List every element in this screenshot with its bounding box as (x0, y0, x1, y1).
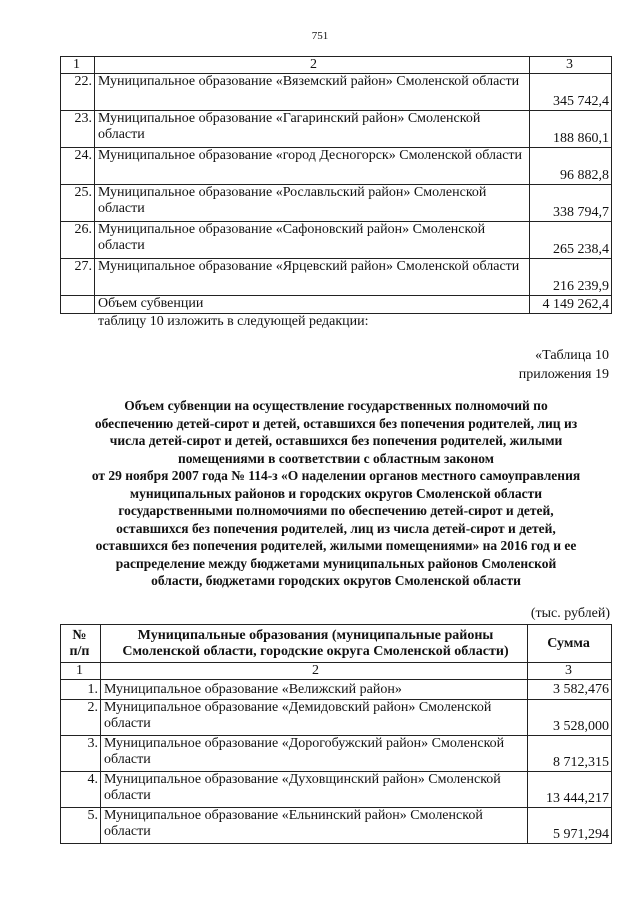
title-line: распределение между бюджетами муниципальных районов Смоленской (115, 555, 557, 571)
municipality-name: Муниципальное образование «Ярцевский район» Смоленской области (94, 259, 529, 296)
row-number: 27. (61, 259, 95, 296)
total-amount: 4 149 262,4 (530, 296, 612, 314)
subsidy-amount: 96 882,8 (530, 148, 612, 185)
row-number: 2. (61, 700, 101, 736)
page-number: 751 (311, 30, 329, 42)
table-row (61, 700, 612, 736)
municipality-name: Муниципальное образование «Рославльский район» Смоленской области (94, 185, 529, 222)
table-row (61, 74, 612, 111)
row-number: 22. (61, 74, 95, 111)
table-row (61, 111, 612, 148)
title-line: оставшихся без попечения родителей, лиц из числа детей-сирот и детей, (116, 520, 556, 536)
header-municipality-line: Смоленской области, городские округа Смоленской области) (122, 643, 509, 659)
row-number: 1. (61, 680, 101, 700)
title-line: помещениями в соответствии с областным законом (178, 450, 494, 466)
amendment-instruction: таблицу 10 изложить в следующей редакции: (98, 314, 369, 329)
subsidy-amount: 8 712,315 (528, 736, 612, 772)
municipality-name: Муниципальное образование «Вяземский район» Смоленской области (94, 74, 529, 111)
table-row (61, 680, 612, 700)
municipality-name: Муниципальное образование «город Десногорск» Смоленской области (94, 148, 529, 185)
row-number: 23. (61, 111, 95, 148)
column-number-3: 3 (530, 57, 612, 74)
subsidy-amount: 338 794,7 (530, 185, 612, 222)
subsidy-amount: 188 860,1 (530, 111, 612, 148)
table-header-row (61, 57, 612, 74)
header-municipality (100, 625, 527, 663)
table-row (61, 222, 612, 259)
header-number-line: п/п (69, 643, 90, 659)
table-row (61, 185, 612, 222)
table-row (61, 736, 612, 772)
table-row (61, 148, 612, 185)
title-line: Объем субвенции на осуществление государственных полномочий по (124, 398, 548, 413)
title-line: муниципальных районов и городских округов Смоленской области (129, 485, 543, 501)
table-header-row (61, 625, 612, 663)
subsidy-table-continued (60, 56, 612, 314)
title-line: от 29 ноября 2007 года № 114-з «О наделении органов местного самоуправления (91, 468, 581, 483)
title-line: области, бюджетами городских округов Смоленской области (151, 573, 521, 588)
header-municipality-line: Муниципальные образования (муниципальные районы (137, 627, 494, 643)
title-line: оставшихся без попечения родителей, жилыми помещениями» на 2016 год и ее (95, 538, 577, 553)
title-line: государственными полномочиями по обеспечению детей-сирот и детей, (118, 503, 554, 518)
column-number-1: 1 (61, 57, 95, 74)
header-number-line: № (72, 627, 87, 643)
row-number: 24. (61, 148, 95, 185)
subsidy-amount: 3 528,000 (528, 700, 612, 736)
total-row (61, 296, 612, 314)
table-row (61, 772, 612, 808)
subsidy-amount: 216 239,9 (530, 259, 612, 296)
municipality-name: Муниципальное образование «Духовщинский район» Смоленской области (100, 772, 527, 808)
row-number: 4. (61, 772, 101, 808)
row-number: 3. (61, 736, 101, 772)
units-label: (тыс. рублей) (530, 606, 610, 621)
table-caption-line: «Таблица 10 (535, 348, 609, 363)
table-row (61, 808, 612, 844)
subsidy-amount: 345 742,4 (530, 74, 612, 111)
municipality-name: Муниципальное образование «Ельнинский район» Смоленской области (100, 808, 527, 844)
title-line: числа детей-сирот и детей, оставшихся без попечения родителей, жилыми (109, 433, 563, 448)
title-line: обеспечению детей-сирот и детей, оставшихся без попечения родителей, лиц из (94, 415, 578, 431)
table-row (61, 259, 612, 296)
table-caption-line: приложения 19 (518, 367, 609, 382)
table-caption (519, 346, 609, 384)
row-number: 5. (61, 808, 101, 844)
row-number: 25. (61, 185, 95, 222)
document-title (58, 397, 614, 590)
subsidy-amount: 265 238,4 (530, 222, 612, 259)
municipality-name: Муниципальное образование «Велижский район» (100, 680, 527, 700)
header-number (61, 625, 101, 663)
total-label: Объем субвенции (94, 296, 529, 314)
municipality-name: Муниципальное образование «Сафоновский район» Смоленской области (94, 222, 529, 259)
header-sum: Сумма (528, 625, 612, 663)
subsidy-amount: 5 971,294 (528, 808, 612, 844)
total-number (61, 296, 95, 314)
column-numbers-row (61, 663, 612, 680)
municipality-name: Муниципальное образование «Гагаринский район» Смоленской области (94, 111, 529, 148)
column-number-2: 2 (94, 57, 529, 74)
municipality-name: Муниципальное образование «Демидовский район» Смоленской области (100, 700, 527, 736)
column-number-3: 3 (528, 663, 612, 680)
subsidy-amount: 3 582,476 (528, 680, 612, 700)
column-number-1: 1 (61, 663, 101, 680)
row-number: 26. (61, 222, 95, 259)
subsidy-distribution-table (60, 624, 612, 844)
subsidy-amount: 13 444,217 (528, 772, 612, 808)
municipality-name: Муниципальное образование «Дорогобужский район» Смоленской области (100, 736, 527, 772)
column-number-2: 2 (100, 663, 527, 680)
